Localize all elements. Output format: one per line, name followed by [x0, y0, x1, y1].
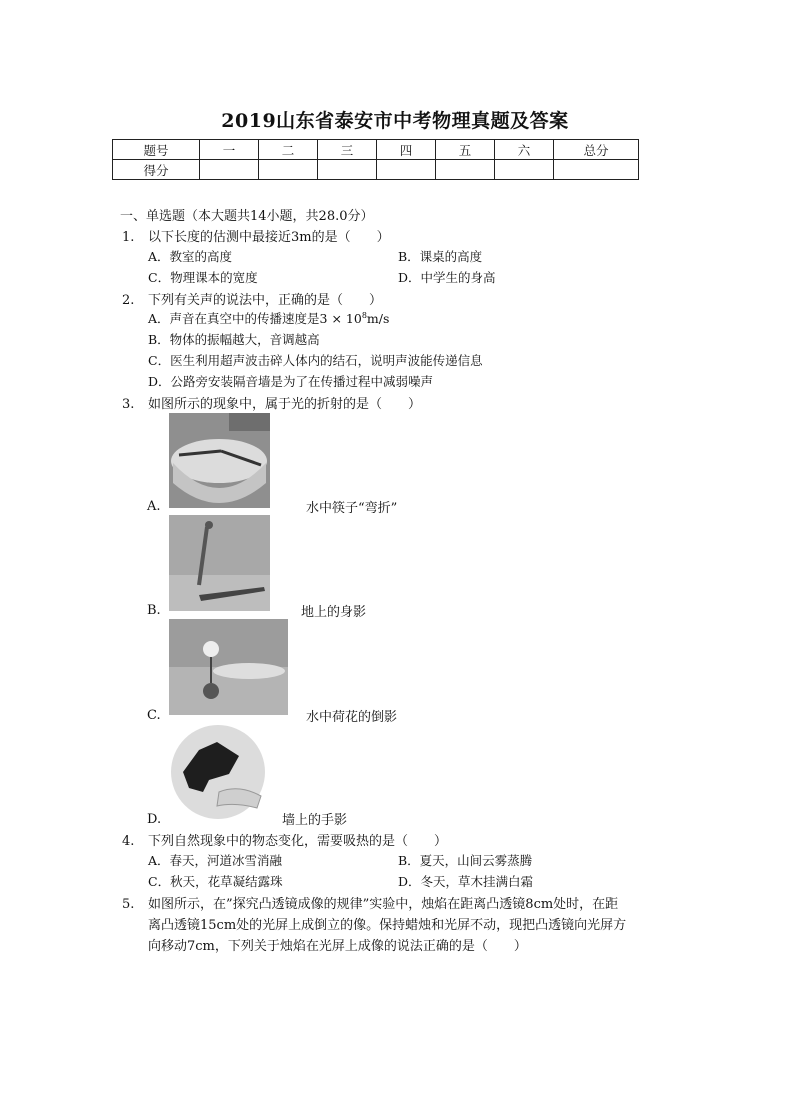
lotus-image [169, 619, 288, 715]
question-text: 以下长度的估测中最接近3m的是（ ） [148, 230, 390, 245]
question-text-line-2: 离凸透镜15cm处的光屏上成倒立的像。保持蜡烛和光屏不动，现把凸透镜向光屏方 [148, 918, 627, 933]
photo-hand-shadow [169, 722, 268, 821]
question-number: 2. [122, 293, 135, 308]
question-number: 5. [122, 897, 135, 912]
table-cell: 得分 [113, 160, 200, 180]
option-d-caption: 墙上的手影 [282, 813, 348, 828]
option-c: C．秋天，花草凝结露珠 [148, 874, 283, 889]
option-b: B．物体的振幅越大，音调越高 [148, 332, 320, 347]
option-c: C．医生利用超声波击碎人体内的结石，说明声波能传递信息 [148, 353, 483, 368]
table-cell [495, 160, 554, 180]
table-cell: 题号 [113, 140, 200, 160]
question-5 [122, 893, 618, 912]
question-text: 下列自然现象中的物态变化，需要吸热的是（ ） [148, 834, 448, 849]
option-c-caption: 水中荷花的倒影 [306, 710, 398, 725]
exponent: 8 [361, 310, 367, 320]
question-1 [122, 226, 390, 245]
question-number: 3. [122, 397, 135, 412]
question-number: 1. [122, 230, 135, 245]
table-cell [200, 160, 259, 180]
option-d-letter: D. [147, 812, 162, 827]
option-b-caption: 地上的身影 [301, 605, 367, 620]
question-text: 下列有关声的说法中，正确的是（ ） [148, 293, 383, 308]
question-3 [122, 393, 421, 412]
table-cell: 一 [200, 140, 259, 160]
option-a: A．春天，河道冰雪消融 [148, 853, 283, 868]
question-number: 4. [122, 834, 135, 849]
question-2 [122, 289, 382, 308]
bowl-image [169, 413, 270, 508]
table-cell: 二 [259, 140, 318, 160]
table-cell [318, 160, 377, 180]
photo-chopsticks-in-water [169, 413, 270, 508]
photo-lotus-reflection [169, 619, 288, 715]
page-title: 2019山东省泰安市中考物理真题及答案 [221, 110, 569, 132]
question-text: 如图所示的现象中，属于光的折射的是（ ） [148, 397, 422, 412]
table-cell: 总分 [554, 140, 639, 160]
table-cell [377, 160, 436, 180]
question-text-line-3: 向移动7cm，下列关于烛焰在光屏上成像的说法正确的是（ ） [148, 939, 527, 954]
option-a-letter: A. [147, 499, 161, 514]
option-b: B．课桌的高度 [398, 249, 483, 264]
option-b: B．夏天，山间云雾蒸腾 [398, 853, 533, 868]
score-table [112, 139, 639, 180]
option-a-caption: 水中筷子“弯折” [306, 501, 398, 516]
unit: m/s [366, 311, 390, 326]
option-c: C．物理课本的宽度 [148, 270, 258, 285]
hand-shadow-image [169, 722, 268, 821]
option-a [148, 309, 389, 327]
option-d: D．冬天，草木挂满白霜 [398, 874, 534, 889]
table-cell: 五 [436, 140, 495, 160]
table-cell: 三 [318, 140, 377, 160]
table-cell [554, 160, 639, 180]
photo-shadow-on-ground [169, 515, 270, 611]
option-a-text: A．声音在真空中的传播速度是3 × 10 [148, 311, 362, 326]
option-b-letter: B. [147, 603, 161, 618]
table-row [113, 160, 639, 180]
table-cell: 四 [377, 140, 436, 160]
table-row [113, 140, 639, 160]
shadow-image [169, 515, 270, 611]
question-text-line-1: 如图所示，在”探究凸透镜成像的规律”实验中，烛焰在距离凸透镜8cm处时，在距 [148, 897, 619, 912]
table-cell: 六 [495, 140, 554, 160]
section-heading: 一、单选题（本大题共14小题，共28.0分） [120, 209, 374, 224]
option-d: D．中学生的身高 [398, 270, 496, 285]
option-a: A．教室的高度 [148, 249, 233, 264]
question-4 [122, 830, 447, 849]
option-c-letter: C. [147, 708, 161, 723]
table-cell [259, 160, 318, 180]
option-d: D．公路旁安装隔音墙是为了在传播过程中减弱噪声 [148, 374, 434, 389]
table-cell [436, 160, 495, 180]
